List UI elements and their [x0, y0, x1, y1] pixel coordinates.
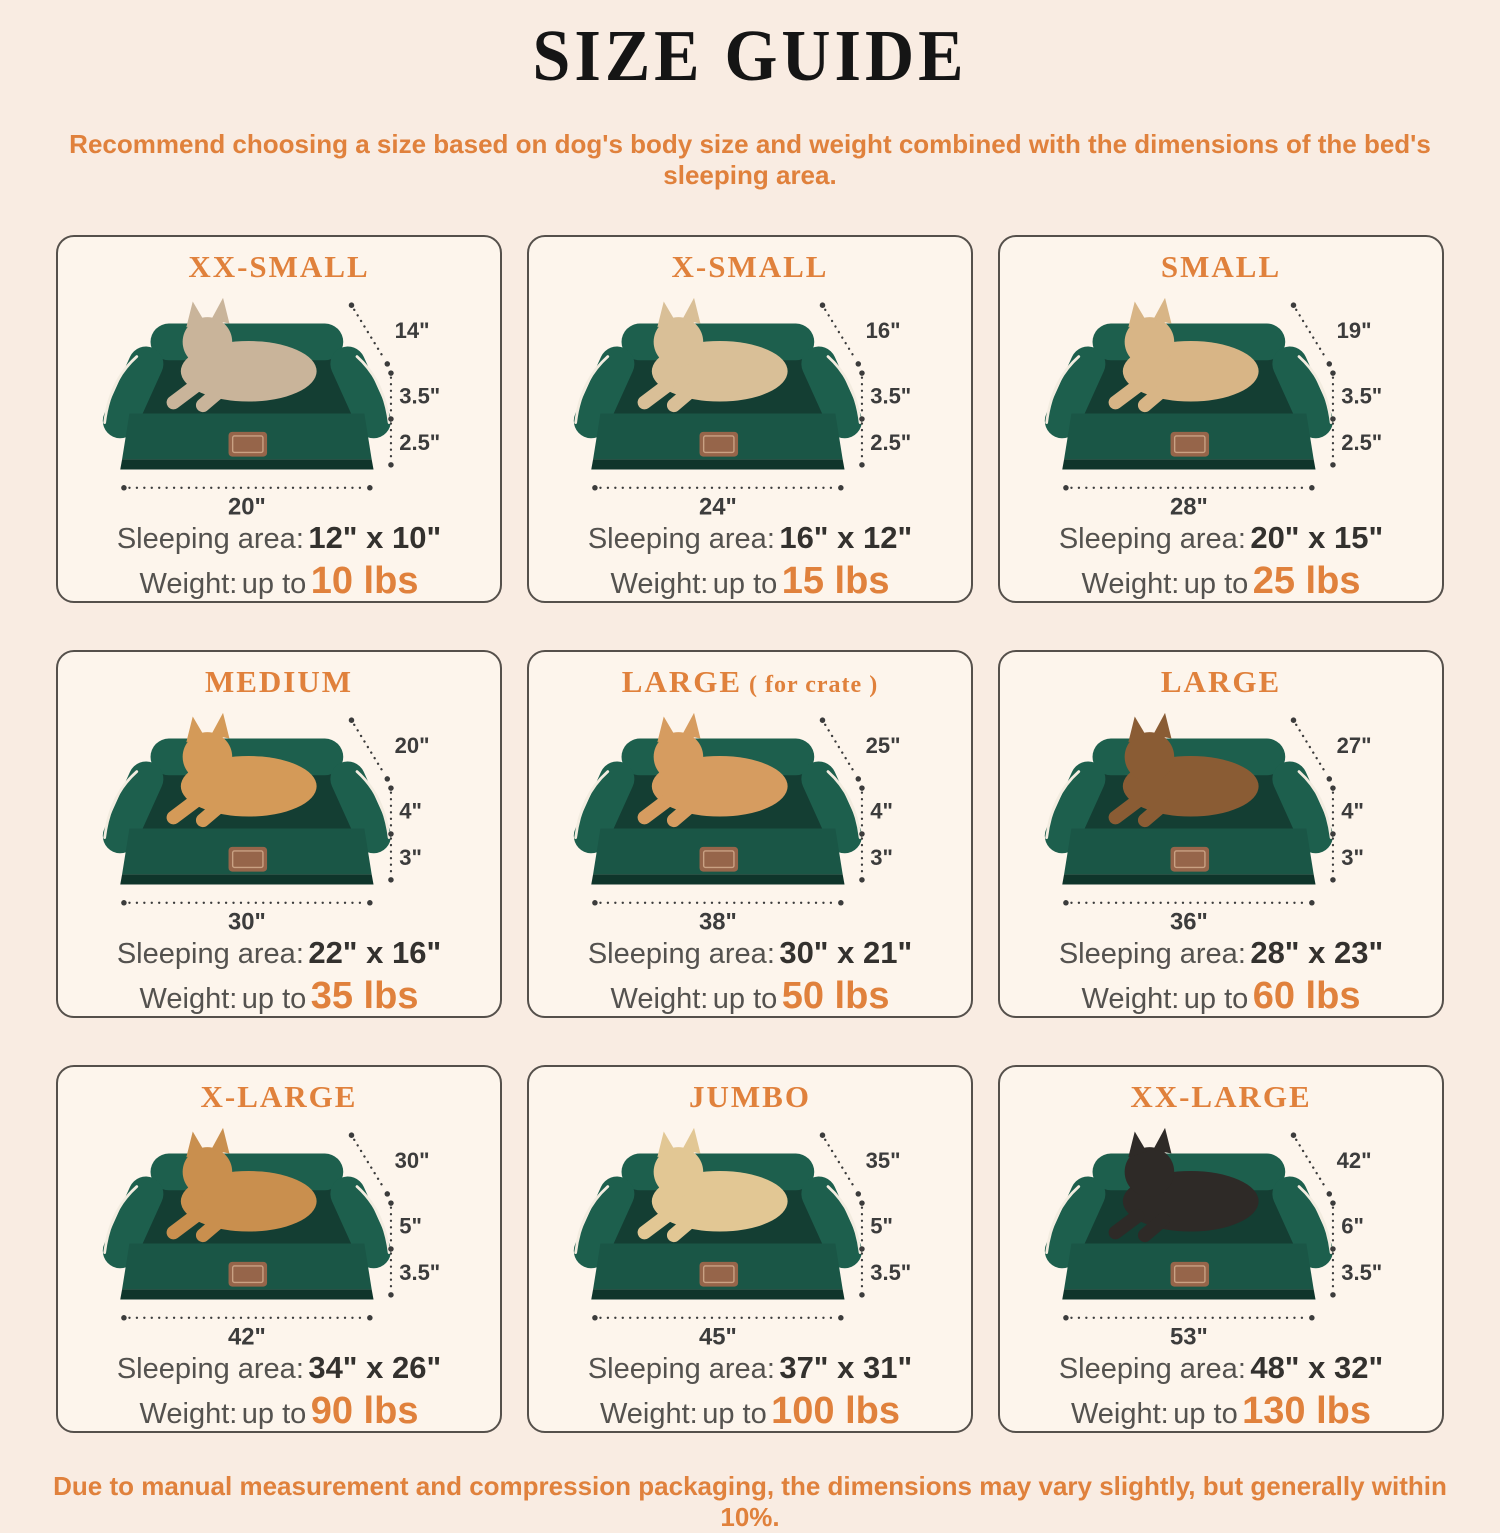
width-dimension-label: 20" — [227, 493, 266, 519]
weight-line — [1059, 973, 1383, 1018]
size-name: LARGE — [621, 664, 743, 699]
weight-line — [117, 1388, 441, 1433]
sleeping-area-value: 37" x 31" — [779, 1350, 913, 1385]
weight-value: 60 lbs — [1252, 974, 1361, 1017]
size-name: SMALL — [1160, 249, 1282, 284]
size-name: XX-SMALL — [188, 249, 370, 284]
size-card — [56, 1065, 502, 1433]
bed-graphic — [105, 713, 389, 885]
brand-tag — [229, 847, 268, 872]
sleeping-area-label: Sleeping area: — [587, 1353, 775, 1385]
sleeping-area-line — [117, 1349, 441, 1388]
bed-diagram — [1008, 700, 1434, 934]
pet-photo — [173, 1128, 316, 1235]
weight-line — [588, 1388, 912, 1433]
size-card-title — [1161, 664, 1281, 700]
height-top-dimension-label: 4" — [399, 798, 422, 824]
weight-value: 10 lbs — [310, 559, 419, 602]
width-dimension-label: 36" — [1169, 908, 1208, 934]
up-to-label: up to — [1173, 1397, 1238, 1430]
weight-line — [1059, 1388, 1383, 1433]
weight-line — [588, 558, 912, 603]
width-dimension-label: 30" — [227, 908, 266, 934]
size-name: JUMBO — [689, 1079, 811, 1114]
size-card-title — [201, 1079, 358, 1115]
height-bottom-dimension-label: 3" — [870, 845, 893, 871]
sleeping-area-value: 28" x 23" — [1250, 935, 1384, 970]
dog-bed-illustration — [66, 1115, 492, 1349]
sleeping-area-value: 34" x 26" — [308, 1350, 442, 1385]
height-bottom-dimension-label: 3.5" — [870, 1260, 912, 1286]
bed-graphic — [576, 298, 860, 470]
bed-diagram — [1008, 285, 1434, 519]
height-top-dimension-label: 5" — [399, 1213, 422, 1239]
card-info — [117, 1349, 441, 1433]
up-to-label: up to — [1183, 982, 1249, 1015]
weight-value: 50 lbs — [781, 974, 890, 1017]
bed-graphic — [1047, 298, 1331, 470]
weight-line — [1059, 558, 1383, 603]
sleeping-area-value: 12" x 10" — [308, 520, 442, 555]
sleeping-area-label: Sleeping area: — [116, 523, 304, 555]
size-card — [998, 1065, 1444, 1433]
sleeping-area-value: 22" x 16" — [308, 935, 442, 970]
weight-label: Weight: — [1070, 1397, 1169, 1430]
depth-dimension-label: 25" — [865, 733, 901, 759]
depth-dimension-label: 42" — [1336, 1148, 1372, 1174]
brand-tag — [700, 432, 739, 457]
brand-tag — [700, 847, 739, 872]
sleeping-area-line — [588, 934, 912, 973]
size-name-suffix: ( for crate ) — [742, 672, 879, 698]
card-info — [1059, 934, 1383, 1018]
size-grid — [56, 235, 1444, 1433]
height-bottom-dimension-label: 2.5" — [399, 430, 441, 456]
pet-photo — [644, 298, 787, 405]
weight-line — [117, 973, 441, 1018]
dog-bed-illustration — [537, 700, 963, 934]
sleeping-area-label: Sleeping area: — [116, 1353, 304, 1385]
size-card-title — [622, 664, 878, 700]
size-card — [56, 235, 502, 603]
bed-graphic — [105, 298, 389, 470]
weight-line — [117, 558, 441, 603]
dog-bed-illustration — [537, 1115, 963, 1349]
bed-diagram — [537, 285, 963, 519]
card-info — [1059, 519, 1383, 603]
pet-photo — [173, 298, 316, 405]
sleeping-area-line — [1059, 1349, 1383, 1388]
size-card-title — [205, 664, 353, 700]
height-top-dimension-label: 3.5" — [1341, 383, 1383, 409]
sleeping-area-line — [588, 1349, 912, 1388]
pet-photo — [644, 713, 787, 820]
weight-value: 35 lbs — [310, 974, 419, 1017]
sleeping-area-line — [1059, 934, 1383, 973]
height-top-dimension-label: 6" — [1341, 1213, 1364, 1239]
up-to-label: up to — [1183, 567, 1249, 600]
width-dimension-label: 42" — [227, 1323, 266, 1349]
size-card — [527, 650, 973, 1018]
sleeping-area-label: Sleeping area: — [1058, 938, 1246, 970]
dog-bed-illustration — [66, 700, 492, 934]
up-to-label: up to — [712, 567, 778, 600]
pet-photo — [644, 1128, 787, 1235]
sleeping-area-label: Sleeping area: — [587, 938, 775, 970]
size-card-title — [188, 249, 369, 285]
weight-label: Weight: — [139, 982, 238, 1015]
bed-diagram — [1008, 1115, 1434, 1349]
sleeping-area-value: 48" x 32" — [1250, 1350, 1384, 1385]
size-card-title — [672, 249, 829, 285]
sleeping-area-label: Sleeping area: — [1058, 523, 1246, 555]
weight-value: 25 lbs — [1252, 559, 1361, 602]
card-info — [117, 934, 441, 1018]
up-to-label: up to — [712, 982, 778, 1015]
dog-bed-illustration — [1008, 285, 1434, 519]
depth-dimension-label: 19" — [1336, 318, 1372, 344]
height-top-dimension-label: 3.5" — [870, 383, 912, 409]
bed-diagram — [66, 285, 492, 519]
card-info — [588, 1349, 912, 1433]
bed-graphic — [576, 713, 860, 885]
size-card-title — [1130, 1079, 1311, 1115]
size-card-title — [689, 1079, 811, 1115]
height-bottom-dimension-label: 3.5" — [1341, 1260, 1383, 1286]
card-info — [588, 934, 912, 1018]
brand-tag — [229, 1262, 268, 1287]
height-bottom-dimension-label: 2.5" — [1341, 430, 1383, 456]
size-card — [527, 1065, 973, 1433]
weight-line — [588, 973, 912, 1018]
up-to-label: up to — [702, 1397, 767, 1430]
weight-value: 15 lbs — [781, 559, 890, 602]
sleeping-area-value: 20" x 15" — [1250, 520, 1384, 555]
size-card-title — [1161, 249, 1281, 285]
depth-dimension-label: 30" — [394, 1148, 430, 1174]
size-card — [998, 235, 1444, 603]
brand-tag — [1171, 1262, 1210, 1287]
size-name: MEDIUM — [204, 664, 354, 699]
card-info — [117, 519, 441, 603]
page-title: SIZE GUIDE — [532, 13, 968, 97]
up-to-label: up to — [241, 982, 307, 1015]
brand-tag — [1171, 432, 1210, 457]
brand-tag — [1171, 847, 1210, 872]
bed-graphic — [105, 1128, 389, 1300]
sleeping-area-value: 30" x 21" — [779, 935, 913, 970]
dog-bed-illustration — [1008, 700, 1434, 934]
width-dimension-label: 38" — [698, 908, 737, 934]
sleeping-area-label: Sleeping area: — [116, 938, 304, 970]
depth-dimension-label: 27" — [1336, 733, 1372, 759]
dog-bed-illustration — [537, 285, 963, 519]
size-name: X-LARGE — [200, 1079, 358, 1114]
brand-tag — [229, 432, 268, 457]
size-name: XX-LARGE — [1130, 1079, 1312, 1114]
weight-label: Weight: — [610, 567, 709, 600]
up-to-label: up to — [241, 1397, 307, 1430]
card-info — [1059, 1349, 1383, 1433]
footer-note: Due to manual measurement and compression packaging, the dimensions may vary slightly, but generally within 10%. — [53, 1471, 1447, 1532]
width-dimension-label: 45" — [698, 1323, 737, 1349]
bed-graphic — [576, 1128, 860, 1300]
brand-tag — [700, 1262, 739, 1287]
sleeping-area-line — [588, 519, 912, 558]
width-dimension-label: 24" — [698, 493, 737, 519]
size-name: X-SMALL — [671, 249, 829, 284]
bed-diagram — [537, 700, 963, 934]
bed-graphic — [1047, 1128, 1331, 1300]
dog-bed-illustration — [1008, 1115, 1434, 1349]
depth-dimension-label: 20" — [394, 733, 430, 759]
size-card — [56, 650, 502, 1018]
height-top-dimension-label: 4" — [870, 798, 893, 824]
height-bottom-dimension-label: 3" — [1341, 845, 1364, 871]
sleeping-area-label: Sleeping area: — [587, 523, 775, 555]
pet-photo — [173, 713, 316, 820]
size-card — [527, 235, 973, 603]
height-top-dimension-label: 4" — [1341, 798, 1364, 824]
pet-photo — [1115, 298, 1258, 405]
page-subtitle: Recommend choosing a size based on dog's body size and weight combined with the dimensions of the bed's sleeping area. — [69, 129, 1431, 190]
weight-value: 90 lbs — [310, 1389, 419, 1432]
height-top-dimension-label: 5" — [870, 1213, 893, 1239]
height-top-dimension-label: 3.5" — [399, 383, 441, 409]
weight-label: Weight: — [1081, 982, 1180, 1015]
height-bottom-dimension-label: 3" — [399, 845, 422, 871]
sleeping-area-line — [117, 519, 441, 558]
height-bottom-dimension-label: 3.5" — [399, 1260, 441, 1286]
depth-dimension-label: 16" — [865, 318, 901, 344]
sleeping-area-value: 16" x 12" — [779, 520, 913, 555]
up-to-label: up to — [241, 567, 307, 600]
size-name: LARGE — [1160, 664, 1282, 699]
height-bottom-dimension-label: 2.5" — [870, 430, 912, 456]
dog-bed-illustration — [66, 285, 492, 519]
bed-diagram — [537, 1115, 963, 1349]
weight-label: Weight: — [1081, 567, 1180, 600]
pet-photo — [1115, 1128, 1258, 1235]
weight-value: 100 lbs — [771, 1389, 901, 1432]
weight-label: Weight: — [139, 1397, 238, 1430]
bed-graphic — [1047, 713, 1331, 885]
width-dimension-label: 53" — [1169, 1323, 1208, 1349]
depth-dimension-label: 35" — [865, 1148, 901, 1174]
sleeping-area-line — [1059, 519, 1383, 558]
weight-label: Weight: — [139, 567, 238, 600]
sleeping-area-line — [117, 934, 441, 973]
bed-diagram — [66, 700, 492, 934]
card-info — [588, 519, 912, 603]
sleeping-area-label: Sleeping area: — [1058, 1353, 1246, 1385]
weight-label: Weight: — [599, 1397, 698, 1430]
weight-label: Weight: — [610, 982, 709, 1015]
width-dimension-label: 28" — [1169, 493, 1208, 519]
bed-diagram — [66, 1115, 492, 1349]
weight-value: 130 lbs — [1242, 1389, 1372, 1432]
depth-dimension-label: 14" — [394, 318, 430, 344]
size-card — [998, 650, 1444, 1018]
pet-photo — [1115, 713, 1258, 820]
